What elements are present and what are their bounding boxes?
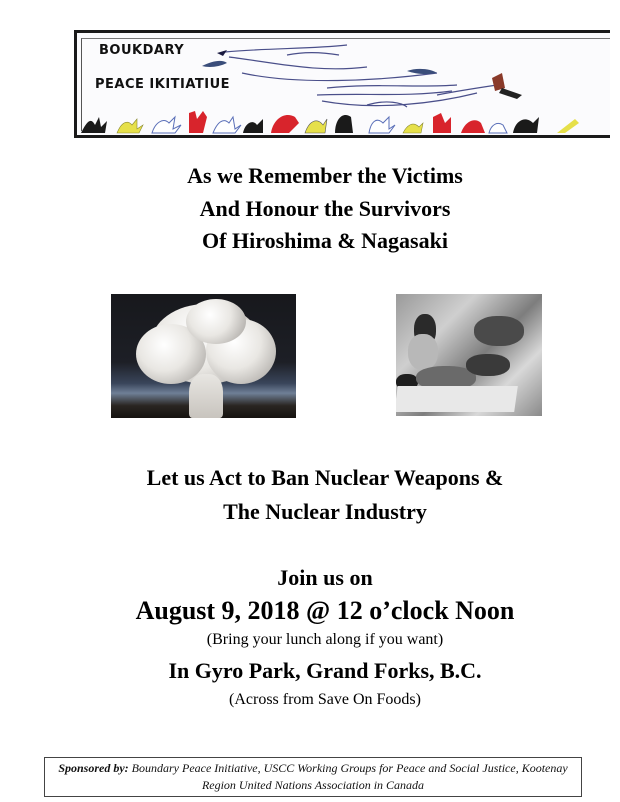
sponsors-line1 <box>45 760 581 777</box>
banner-title-line1: BOUKDARY <box>99 43 185 58</box>
banner-title-line2: PEACE IKITIATIUE <box>95 77 231 92</box>
headline-line: Of Hiroshima & Nagasaki <box>202 228 448 253</box>
event-note: (Bring your lunch along if you want) <box>206 631 444 648</box>
event-date-time: August 9, 2018 @ 12 o’clock Noon <box>135 596 515 625</box>
raised-hands-icon <box>81 111 579 133</box>
sponsors-line2: Region United Nations Association in Canada <box>201 778 425 792</box>
dove-icon <box>225 45 497 107</box>
cta-line: Let us Act to Ban Nuclear Weapons & <box>146 465 504 490</box>
event-intro: Join us on <box>277 565 373 590</box>
event-location: In Gyro Park, Grand Forks, B.C. <box>168 658 482 683</box>
sponsors-text: Boundary Peace Initiative, USCC Working Groups for Peace and Social Justice, Kootenay <box>128 761 568 775</box>
mushroom-cloud-photo <box>111 294 296 418</box>
survivors-photo <box>396 294 542 416</box>
event-landmark: (Across from Save On Foods) <box>229 691 421 708</box>
headline-line: As we Remember the Victims <box>187 163 463 188</box>
remembrance-headline <box>0 160 620 258</box>
banner-logo <box>74 30 610 138</box>
cta-line: The Nuclear Industry <box>223 499 427 524</box>
sponsors-label: Sponsored by: <box>58 761 129 775</box>
call-to-action <box>0 461 620 529</box>
sponsors-box <box>44 757 582 797</box>
headline-line: And Honour the Survivors <box>199 195 451 221</box>
